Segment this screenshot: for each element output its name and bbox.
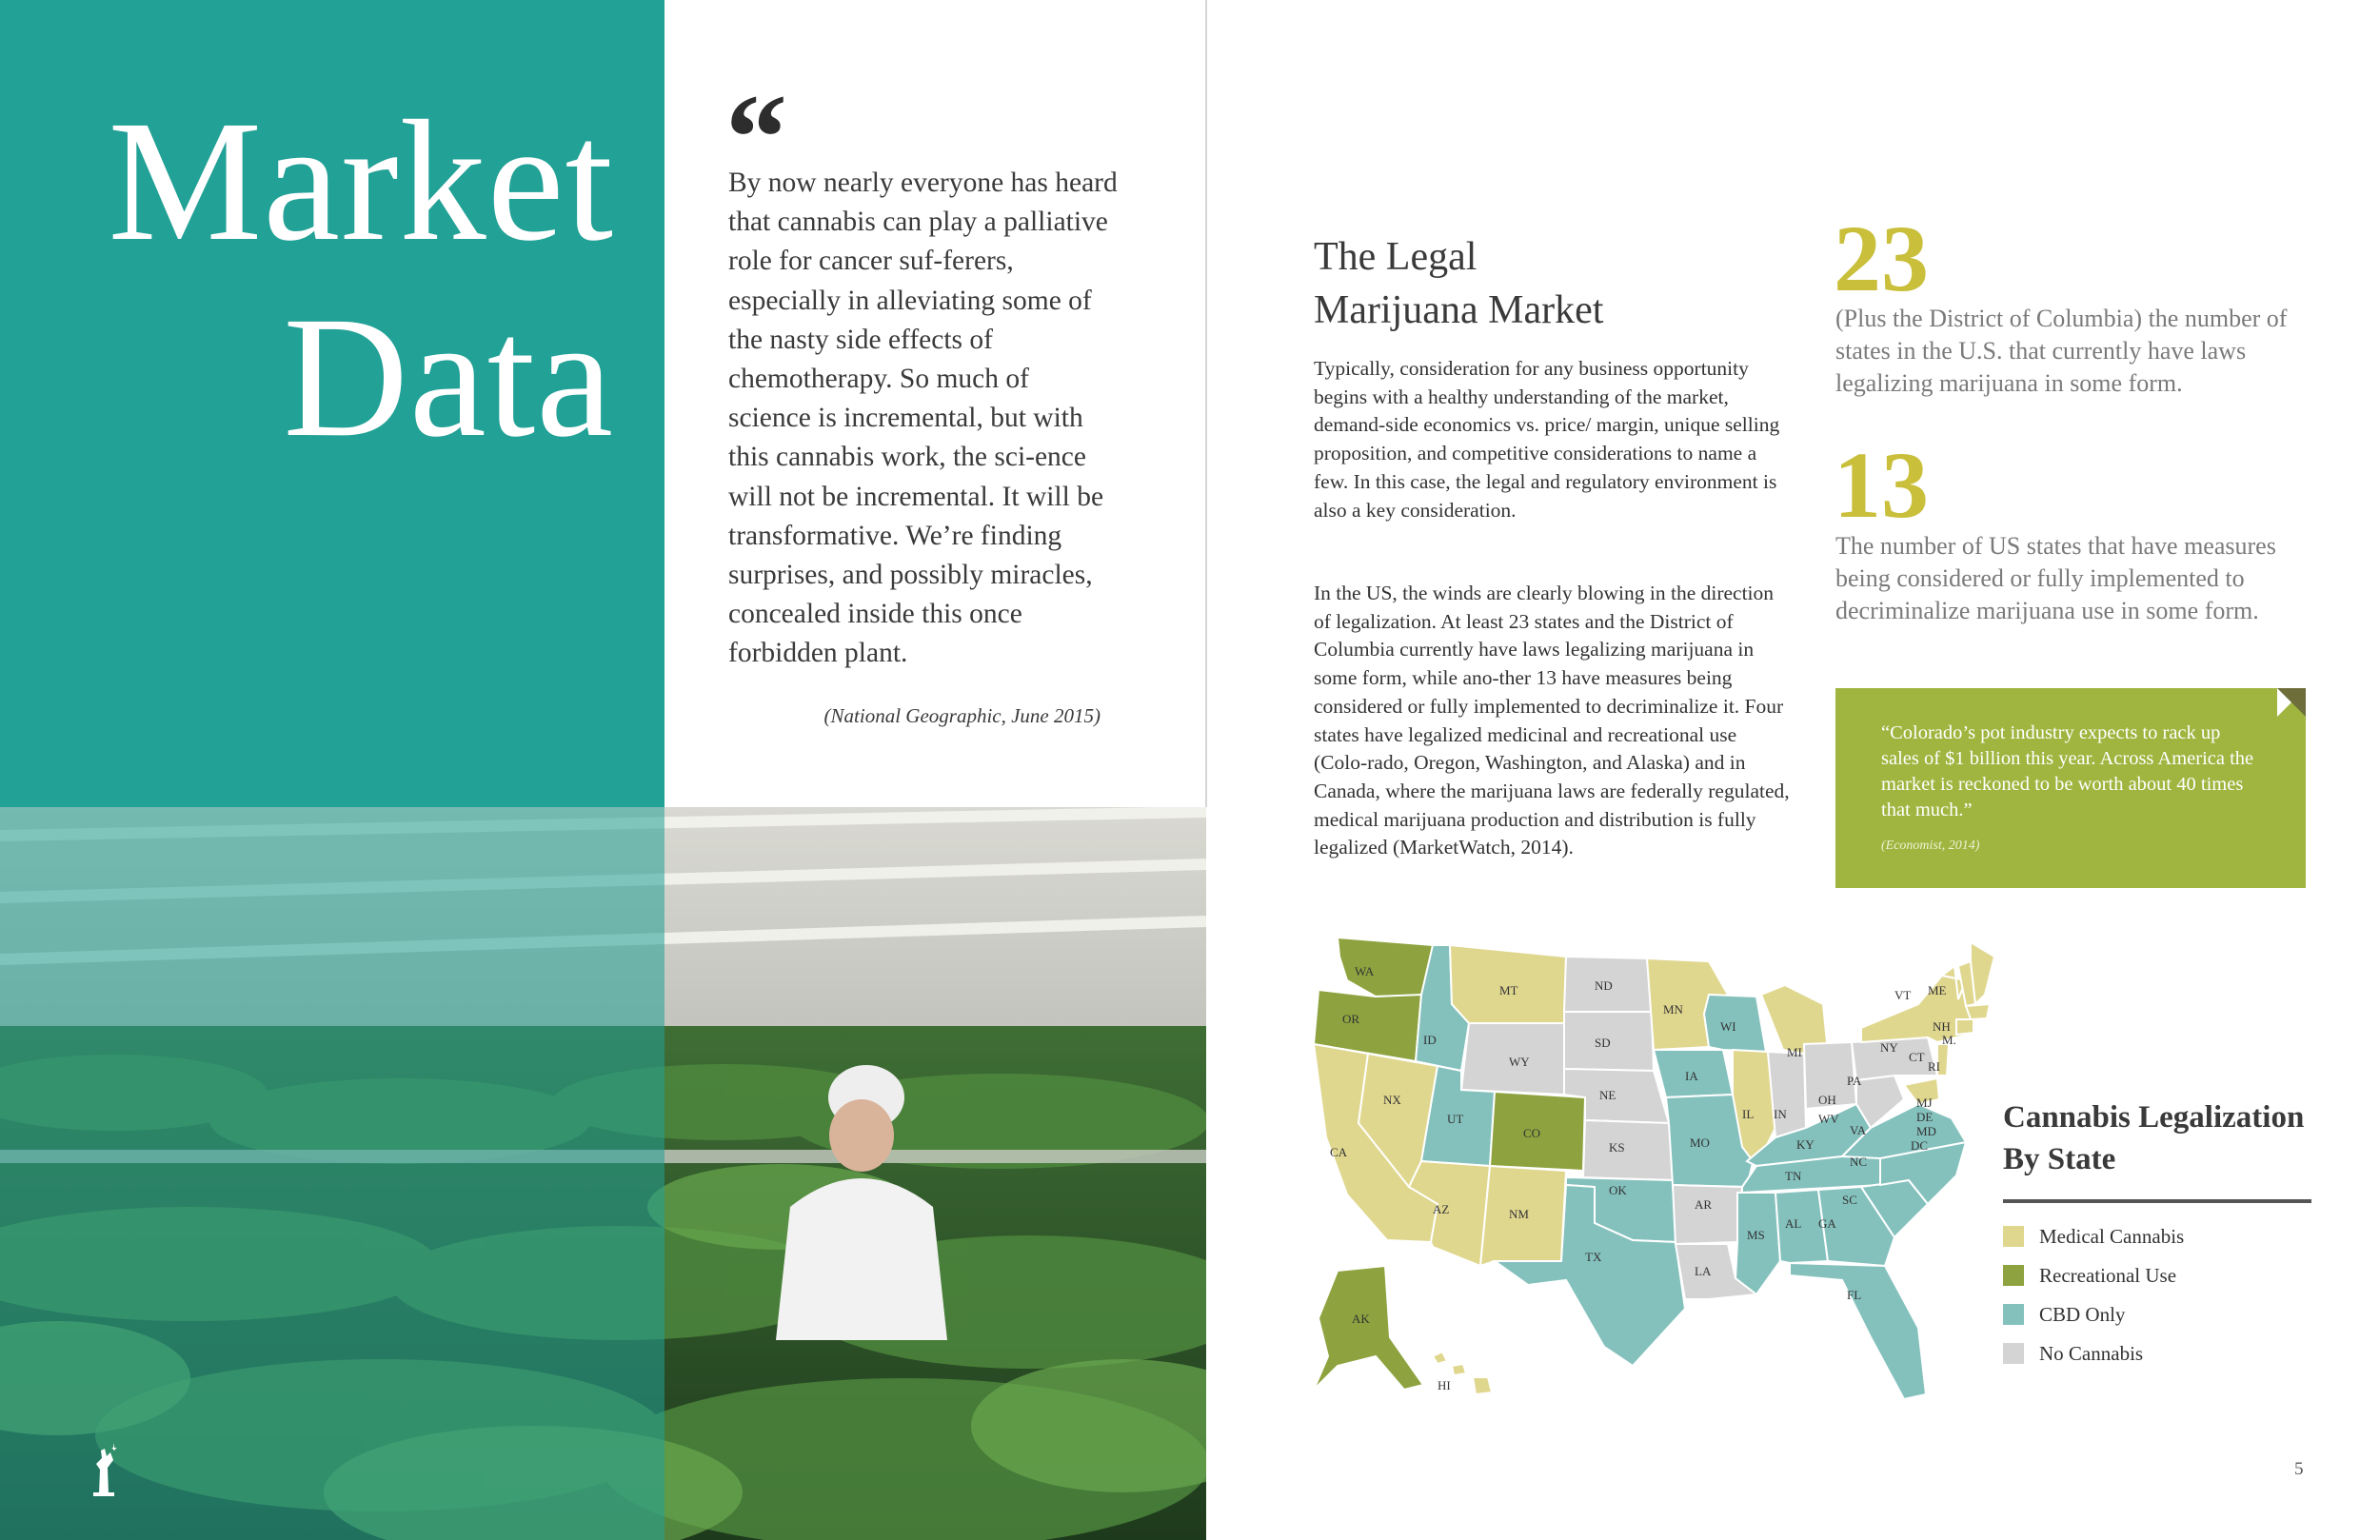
map-legend-title-line2: By State bbox=[2003, 1142, 2116, 1176]
legend-label-recreational: Recreational Use bbox=[2039, 1264, 2177, 1287]
label-ut: UT bbox=[1447, 1112, 1464, 1126]
label-pa: PA bbox=[1847, 1074, 1862, 1088]
label-de: DE bbox=[1916, 1110, 1934, 1124]
label-nj: MJ bbox=[1916, 1096, 1933, 1110]
label-mo: MO bbox=[1690, 1135, 1710, 1150]
quote-mark: “ bbox=[725, 69, 787, 207]
legend-swatch-none bbox=[2003, 1343, 2024, 1364]
label-wv: WV bbox=[1818, 1112, 1839, 1126]
statue-logo-icon bbox=[82, 1439, 126, 1498]
label-oh: OH bbox=[1818, 1093, 1836, 1107]
state-wa bbox=[1338, 938, 1433, 997]
pull-quote: By now nearly everyone has heard that cannabis can play a palliative role for cancer suf-ferers, especially in alleviating some of the nasty side effects of chemotherapy. So much of science is incremental, but with this cannabis work, the sci-ence will not be incremental. It will be transformative. We’re finding surprises, and possibly miracles, concealed inside this once forbidden plant. bbox=[728, 168, 1118, 669]
label-id: ID bbox=[1423, 1033, 1437, 1047]
label-wa: WA bbox=[1355, 964, 1375, 978]
label-ok: OK bbox=[1609, 1183, 1627, 1197]
label-ri: RI bbox=[1928, 1059, 1940, 1074]
page-gutter-divider bbox=[1205, 0, 1207, 807]
legend-item-recreational bbox=[2003, 1262, 2176, 1291]
stat-number-23: 23 bbox=[1834, 206, 1929, 311]
callout-corner-fold bbox=[2277, 688, 2306, 717]
label-dc: DC bbox=[1911, 1138, 1929, 1153]
state-ks bbox=[1583, 1120, 1673, 1180]
state-fl bbox=[1790, 1263, 1926, 1399]
legend-divider bbox=[2003, 1199, 2311, 1203]
quote-citation: (National Geographic, June 2015) bbox=[823, 704, 1101, 727]
body-paragraph-2: In the US, the winds are clearly blowing in the direction of legalization. At least 23 states and the District of Columbia currently have laws legalizing marijuana in some form, while ano-ther 13 have measures being considered or fully implemented to decriminalize it. Four states have legalized medicinal and recreational use (Colo-rado, Oregon, Washington, and Alaska) and in Canada, where the marijuana laws are federally regulated, medical marijuana production and distribution is fully legalized (MarketWatch, 2014). bbox=[1314, 582, 1790, 859]
state-ct bbox=[1956, 1019, 1973, 1035]
label-wy: WY bbox=[1509, 1055, 1530, 1069]
label-md: MD bbox=[1916, 1124, 1936, 1138]
legend-item-cbd bbox=[2003, 1301, 2125, 1330]
label-co: CO bbox=[1523, 1126, 1541, 1140]
label-nd: ND bbox=[1595, 978, 1613, 993]
label-mt: MT bbox=[1499, 983, 1518, 997]
label-fl: FL bbox=[1847, 1288, 1862, 1302]
section-title bbox=[1314, 230, 1714, 337]
label-tx: TX bbox=[1585, 1250, 1602, 1264]
callout-citation: (Economist, 2014) bbox=[1881, 839, 1980, 853]
state-in bbox=[1768, 1052, 1806, 1137]
state-ar bbox=[1673, 1185, 1742, 1244]
label-ar: AR bbox=[1695, 1197, 1713, 1212]
label-ms: MS bbox=[1747, 1228, 1765, 1242]
label-az: AZ bbox=[1433, 1202, 1450, 1216]
section-title-line1: The Legal bbox=[1314, 235, 1478, 279]
state-ms bbox=[1735, 1193, 1780, 1294]
label-ca: CA bbox=[1330, 1145, 1348, 1159]
state-ak bbox=[1314, 1266, 1423, 1390]
legend-label-medical: Medical Cannabis bbox=[2039, 1225, 2185, 1248]
label-ct: CT bbox=[1909, 1050, 1925, 1064]
label-vt: VT bbox=[1894, 988, 1912, 1002]
state-ma bbox=[1966, 1004, 1990, 1019]
legend-label-cbd: CBD Only bbox=[2039, 1303, 2126, 1326]
label-or: OR bbox=[1342, 1012, 1360, 1026]
label-wi: WI bbox=[1720, 1019, 1736, 1034]
legend-swatch-medical bbox=[2003, 1226, 2024, 1247]
label-hi: HI bbox=[1438, 1378, 1451, 1392]
page-title-line1: Market bbox=[108, 86, 614, 277]
stat-number-13: 13 bbox=[1834, 432, 1929, 538]
label-ky: KY bbox=[1796, 1137, 1815, 1152]
body-paragraph-1: Typically, consideration for any business opportunity begins with a healthy understanding of the market, demand-side economics vs. price/ margin, unique selling proposition, and competitive considerations to name a few. In this case, the legal and regulatory environment is also a key consideration. bbox=[1314, 357, 1780, 522]
label-sc: SC bbox=[1842, 1193, 1857, 1207]
state-me bbox=[1971, 942, 1994, 1004]
label-la: LA bbox=[1695, 1264, 1712, 1278]
label-tn: TN bbox=[1785, 1169, 1802, 1183]
label-sd: SD bbox=[1595, 1036, 1611, 1050]
label-nx: NX bbox=[1383, 1093, 1401, 1107]
label-me: ME bbox=[1928, 983, 1947, 997]
label-ma: M. bbox=[1942, 1033, 1956, 1047]
legend-swatch-recreational bbox=[2003, 1265, 2024, 1286]
label-mn: MN bbox=[1663, 1002, 1683, 1017]
stat-description-23: (Plus the District of Columbia) the number of states in the U.S. that currently have laws legalizing marijuana in some form. bbox=[1835, 305, 2288, 397]
stat-description-13: The number of US states that have measures being considered or fully implemented to decriminalize marijuana use in some form. bbox=[1835, 532, 2276, 624]
label-ny: NY bbox=[1880, 1040, 1898, 1055]
callout-quote: “Colorado’s pot industry expects to rack up sales of $1 billion this year. Across America the market is reckoned to be worth about 40 times that much.” bbox=[1881, 722, 2254, 820]
label-ak: AK bbox=[1352, 1312, 1370, 1326]
label-mi: MI bbox=[1787, 1045, 1802, 1059]
photo-teal-overlay bbox=[0, 807, 664, 1540]
label-il: IL bbox=[1742, 1107, 1755, 1121]
label-nm: NM bbox=[1509, 1207, 1529, 1221]
legend-item-none bbox=[2003, 1340, 2143, 1369]
legend-swatch-cbd bbox=[2003, 1304, 2024, 1325]
label-nc: NC bbox=[1850, 1155, 1868, 1169]
page-number: 5 bbox=[2294, 1459, 2304, 1479]
legend-label-none: No Cannabis bbox=[2039, 1342, 2144, 1365]
label-in: IN bbox=[1774, 1107, 1787, 1121]
section-title-line2: Marijuana Market bbox=[1314, 288, 1604, 332]
label-ne: NE bbox=[1599, 1088, 1616, 1102]
page-title-line2: Data bbox=[283, 282, 614, 473]
label-ia: IA bbox=[1685, 1069, 1698, 1083]
page-title bbox=[81, 84, 614, 476]
label-va: VA bbox=[1850, 1123, 1867, 1137]
us-legalization-map bbox=[1309, 938, 1994, 1423]
label-ks: KS bbox=[1609, 1140, 1625, 1155]
map-legend-title bbox=[2003, 1096, 2365, 1180]
label-ga: GA bbox=[1818, 1216, 1836, 1231]
legend-item-medical bbox=[2003, 1223, 2184, 1252]
label-nh: NH bbox=[1933, 1019, 1951, 1034]
label-al: AL bbox=[1785, 1216, 1802, 1231]
map-legend-title-line1: Cannabis Legalization bbox=[2003, 1100, 2305, 1135]
